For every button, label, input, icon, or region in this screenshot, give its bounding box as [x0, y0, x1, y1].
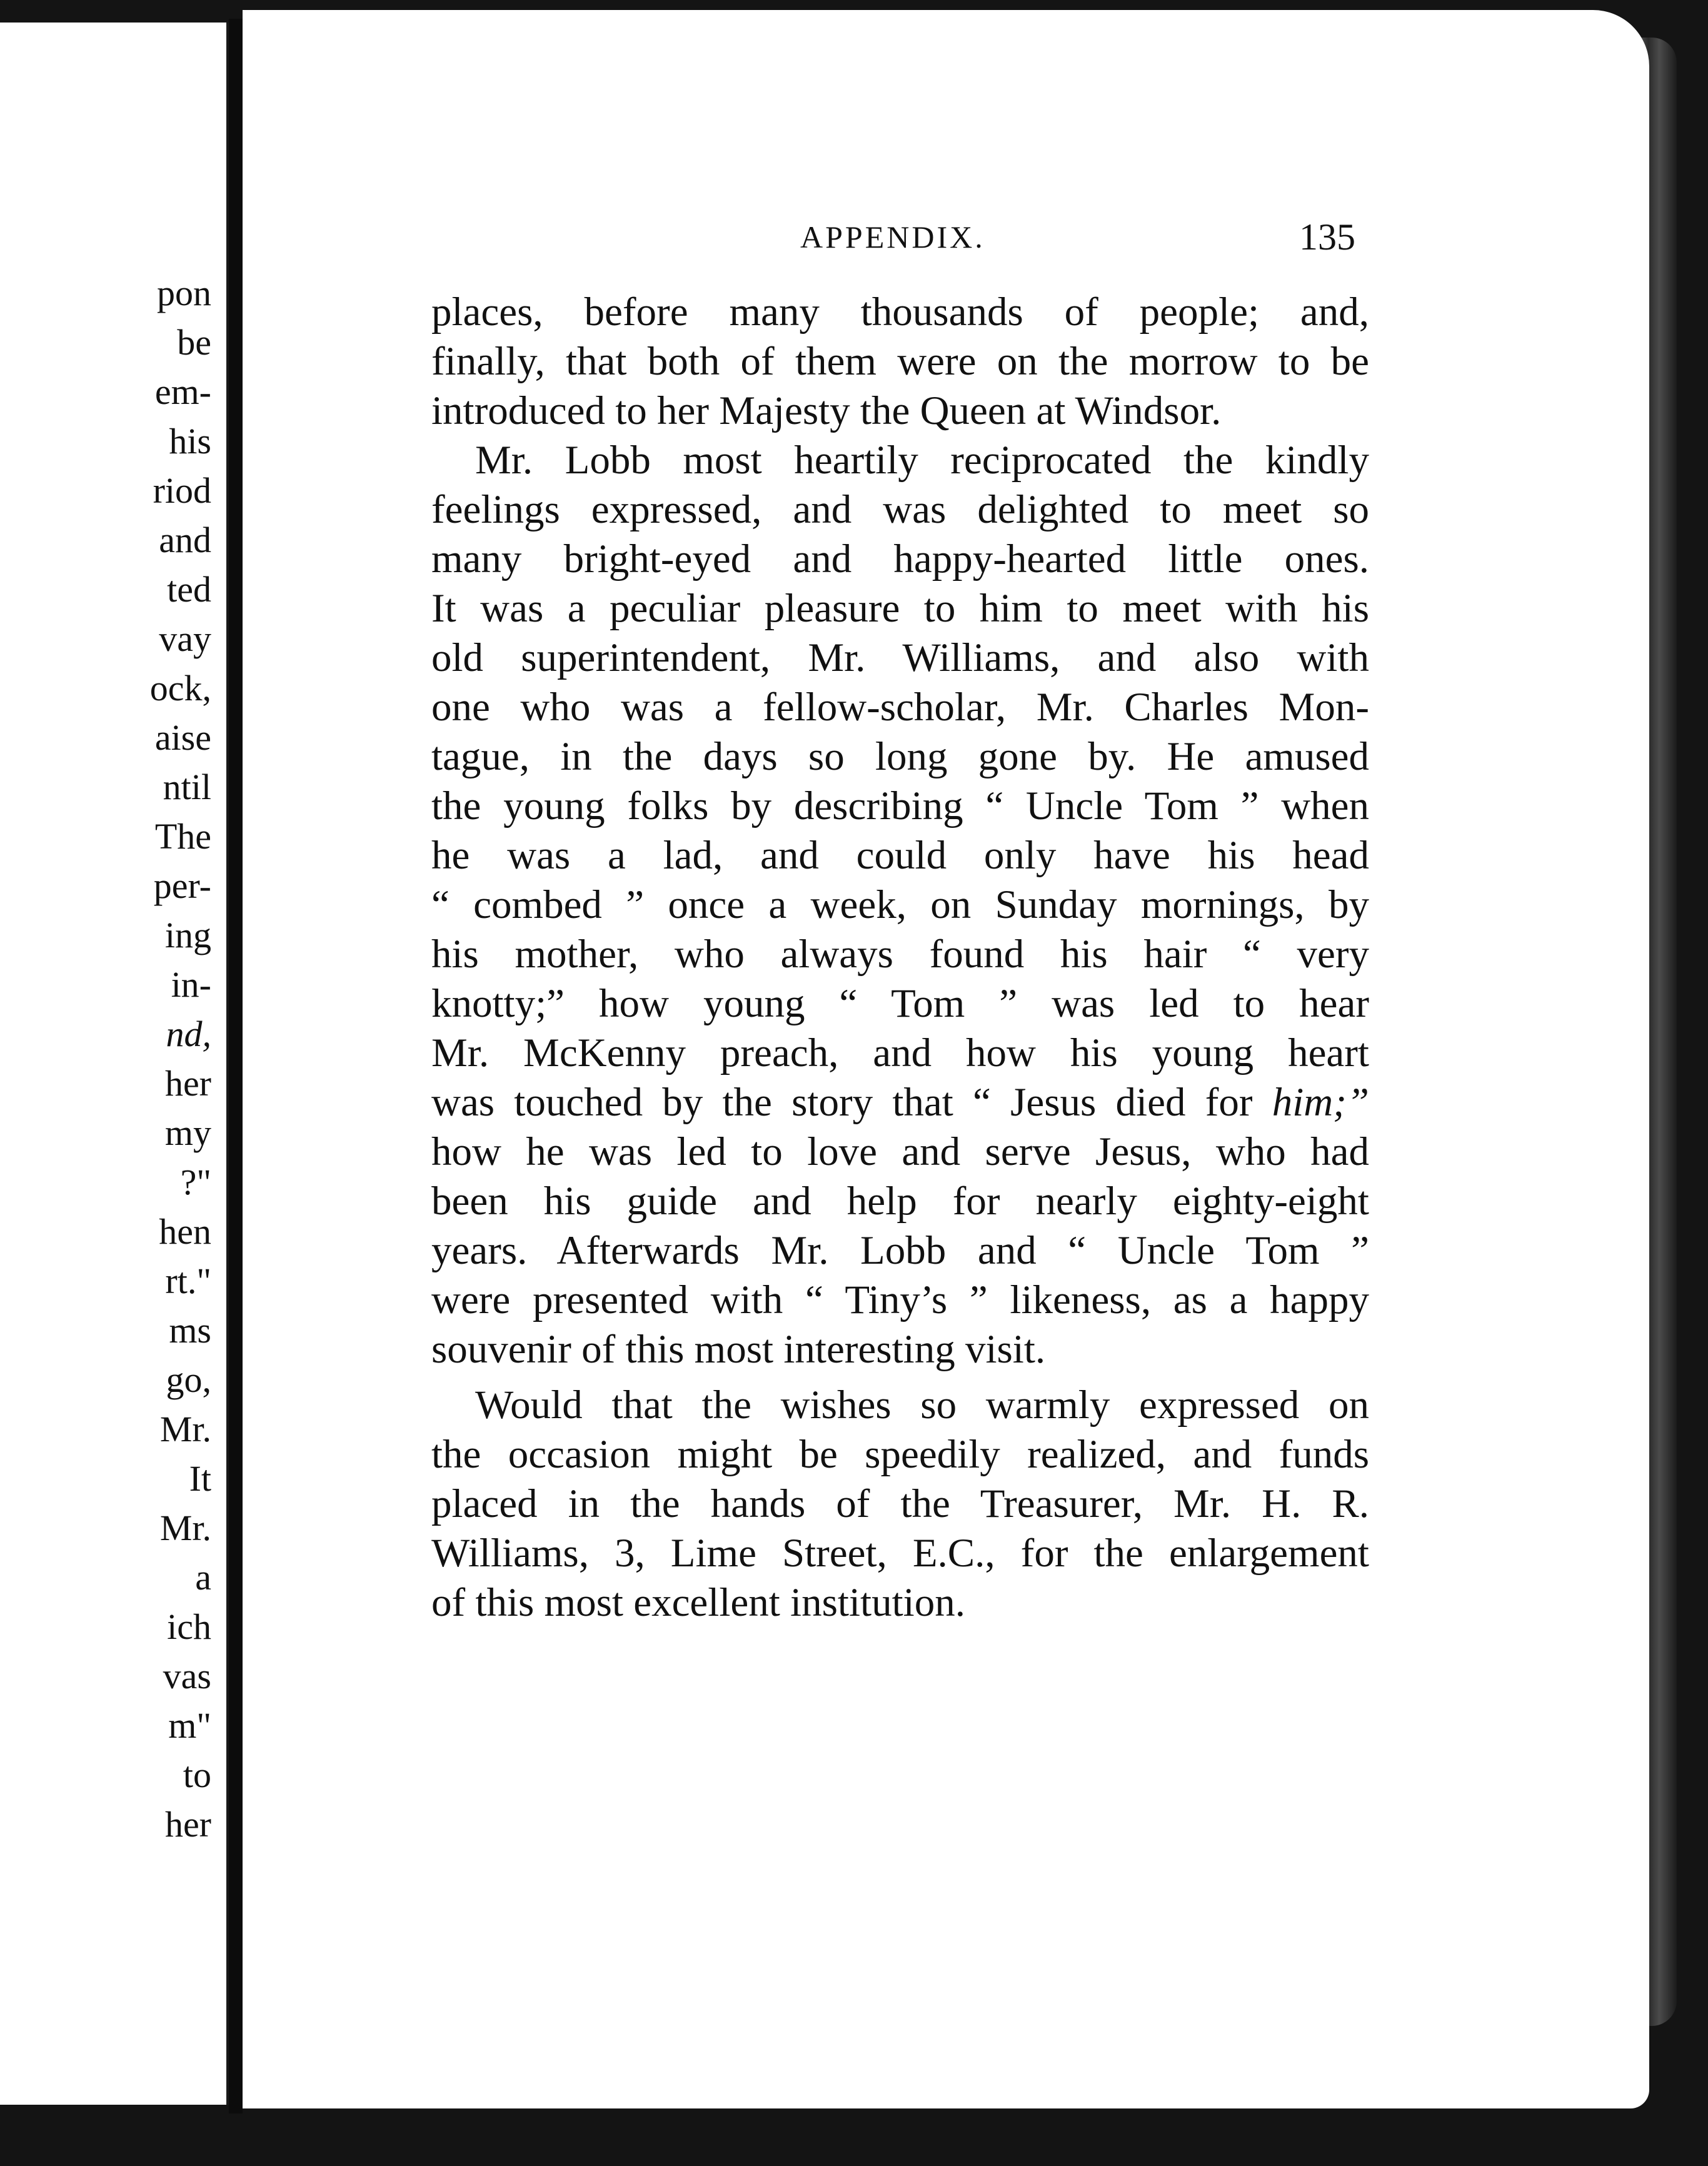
- left-page-line-fragment: in-: [171, 964, 211, 1005]
- text-line: old superintendent, Mr. Williams, and also with: [431, 635, 1369, 680]
- text-line: were presented with “ Tiny’s ” likeness, as a happy: [431, 1277, 1369, 1322]
- left-page-line-fragment: her: [164, 1063, 211, 1104]
- text-line: Williams, 3, Lime Street, E.C., for the enlargement: [431, 1531, 1369, 1576]
- text-line: Would that the wishes so warmly expressed on: [475, 1383, 1369, 1428]
- text-line: feelings expressed, and was delighted to meet so: [431, 487, 1369, 532]
- text-line: Mr. Lobb most heartily reciprocated the kindly: [475, 438, 1369, 483]
- left-page-line-fragment: rt.": [165, 1261, 211, 1301]
- left-page-line-fragment: ?": [180, 1162, 211, 1202]
- left-page-line-fragment: ted: [167, 569, 211, 610]
- book-gutter: [229, 19, 243, 2113]
- text-line: Mr. McKenny preach, and how his young heart: [431, 1030, 1369, 1075]
- text-line: years. Afterwards Mr. Lobb and “ Uncle Tom ”: [431, 1228, 1369, 1273]
- left-page-line-fragment: ms: [169, 1310, 211, 1351]
- left-page-line-fragment: ntil: [163, 767, 211, 807]
- text-line: of this most excellent institution.: [431, 1580, 965, 1625]
- left-page-line-fragment: em-: [154, 371, 211, 412]
- text-line: knotty;” how young “ Tom ” was led to hear: [431, 981, 1369, 1026]
- left-page-line-fragment: ock,: [149, 668, 211, 708]
- body-text: [431, 288, 1369, 1628]
- text-line: It was a peculiar pleasure to him to meet with his: [431, 586, 1369, 631]
- left-page-line-fragment: vay: [159, 618, 211, 659]
- text-line: places, before many thousands of people; and,: [431, 290, 1369, 335]
- left-page-line-fragment: go,: [166, 1359, 211, 1400]
- left-page-line-fragment: Mr.: [159, 1409, 211, 1449]
- left-page-line-fragment: It: [189, 1458, 211, 1499]
- left-page-line-fragment: and: [159, 520, 211, 560]
- text-line: his mother, who always found his hair “ very: [431, 932, 1369, 977]
- page-number: 135: [1299, 216, 1355, 258]
- text-line: “ combed ” once a week, on Sunday mornings, by: [431, 882, 1369, 927]
- left-page-line-fragment: hen: [159, 1211, 211, 1252]
- left-page-line-fragment: her: [164, 1804, 211, 1845]
- text-line: he was a lad, and could only have his head: [431, 833, 1369, 878]
- left-page-line-fragment: m": [168, 1705, 211, 1746]
- text-line: one who was a fellow-scholar, Mr. Charles Mon-: [431, 685, 1369, 730]
- text-line: finally, that both of them were on the morrow to be: [431, 339, 1369, 384]
- text-line-part: was touched by the story that “ Jesus died for: [431, 1080, 1253, 1125]
- text-line: the young folks by describing “ Uncle Tom ” when: [431, 783, 1369, 829]
- left-page-line-fragment: be: [177, 322, 211, 363]
- left-page-line-fragment: a: [195, 1557, 211, 1598]
- left-page-line-fragment: to: [183, 1755, 211, 1795]
- text-line: placed in the hands of the Treasurer, Mr. H. R.: [431, 1481, 1369, 1526]
- text-line-with-italic: [431, 1078, 1369, 1127]
- text-line: introduced to her Majesty the Queen at Windsor.: [431, 388, 1222, 433]
- left-page-line-fragment: aise: [154, 717, 211, 758]
- left-page-line-fragment: pon: [157, 273, 211, 313]
- left-page-line-fragment: his: [169, 421, 211, 461]
- text-line: souvenir of this most interesting visit.: [431, 1327, 1046, 1372]
- text-line: been his guide and help for nearly eighty-eight: [431, 1179, 1369, 1224]
- left-page-line-fragment: my: [164, 1112, 211, 1153]
- italic-word: him;”: [1272, 1080, 1369, 1125]
- left-page-line-fragment: ich: [167, 1606, 211, 1647]
- running-head: APPENDIX.: [800, 219, 985, 254]
- left-page-line-fragment: per-: [153, 865, 211, 906]
- left-page-line-fragment: vas: [163, 1656, 211, 1696]
- left-page-line-fragment: riod: [153, 470, 211, 511]
- text-line: tague, in the days so long gone by. He amused: [431, 734, 1369, 779]
- left-page-line-fragment: The: [154, 816, 211, 857]
- left-page-line-fragment: Mr.: [159, 1508, 211, 1548]
- text-line: many bright-eyed and happy-hearted little ones.: [431, 536, 1369, 582]
- text-line: how he was led to love and serve Jesus, who had: [431, 1129, 1369, 1174]
- text-line: the occasion might be speedily realized, and funds: [431, 1432, 1369, 1477]
- left-page-line-fragment: nd,: [166, 1014, 211, 1054]
- left-page-line-fragment: ing: [164, 915, 211, 955]
- previous-page-fragment: [0, 23, 229, 2105]
